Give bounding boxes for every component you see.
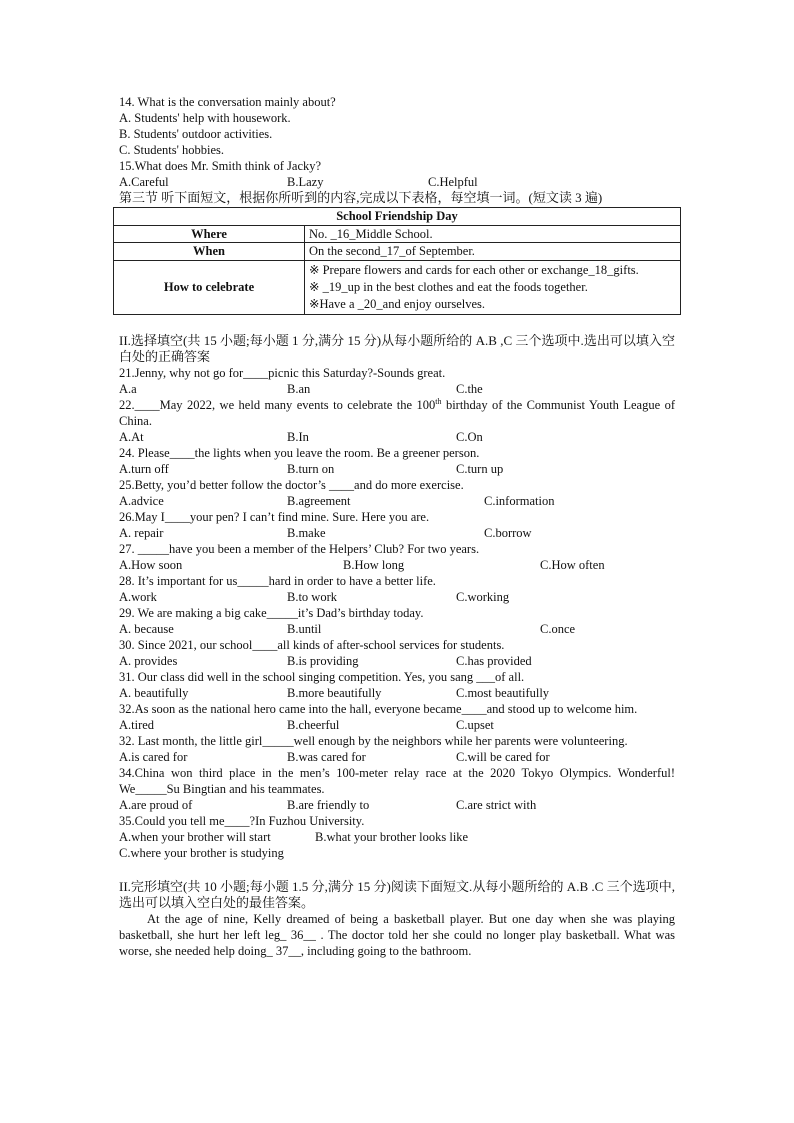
question-30: 30. Since 2021, our school____all kinds of after-school services for students. (119, 637, 505, 652)
q22-option-c: C.On (456, 429, 483, 444)
question-35: 35.Could you tell me____?In Fuzhou University. (119, 813, 365, 828)
q26-options (119, 525, 675, 541)
q15-option-c: C.Helpful (428, 175, 478, 189)
q15-option-b: B.Lazy (287, 175, 324, 189)
q31-options (119, 685, 675, 701)
q25-option-c: C.information (484, 493, 555, 508)
question-14: 14. What is the conversation mainly about? (119, 95, 336, 109)
q31-option-a: A. beautifully (119, 685, 189, 700)
q31-option-c: C.most beautifully (456, 685, 550, 700)
q34-option-b: B.are friendly to (287, 797, 370, 812)
question-31: 31. Our class did well in the school singing competition. Yes, you sang ___of all. (119, 669, 525, 684)
q32a-option-b: B.cheerful (287, 717, 340, 732)
cloze-section-heading: II.完形填空(共 10 小题;每小题 1.5 分,满分 15 分)阅读下面短文.从每小题所给的 A.B .C 三个选项中,选出可以填入空白处的最佳答案。 (119, 878, 675, 910)
q27-option-a: A.How soon (119, 557, 183, 572)
grammar-section-heading: II.选择填空(共 15 小题;每小题 1 分,满分 15 分)从每小题所给的 A.B ,C 三个选项中.选出可以填入空白处的正确答案 (119, 332, 675, 364)
where-label: Where (114, 225, 305, 243)
q24-options (119, 461, 675, 477)
how-line-2: ※ _19_up in the best clothes and eat the foods together. (309, 279, 588, 294)
q24-option-a: A.turn off (119, 461, 169, 476)
q32a-options (119, 717, 675, 733)
q30-option-a: A. provides (119, 653, 178, 668)
q28-option-b: B.to work (287, 589, 337, 604)
q27-option-b: B.How long (343, 557, 405, 572)
q26-option-c: C.borrow (484, 525, 532, 540)
question-22: 22.____May 2022, we held many events to celebrate the 100th birthday of the Communist Youth League of China. (119, 396, 675, 428)
exam-page (119, 94, 675, 959)
when-label: When (114, 243, 305, 261)
q32b-option-b: B.was cared for (287, 749, 366, 764)
q21-option-a: A.a (119, 381, 137, 396)
q32a-option-a: A.tired (119, 717, 155, 732)
q26-option-a: A. repair (119, 525, 164, 540)
question-27: 27. _____have you been a member of the Helpers’ Club? For two years. (119, 541, 480, 556)
how-line-1: ※ Prepare flowers and cards for each other or exchange_18_gifts. (309, 262, 639, 277)
q28-options (119, 589, 675, 605)
question-29: 29. We are making a big cake_____it’s Dad’s birthday today. (119, 605, 424, 620)
q22-options (119, 429, 675, 445)
q35-option-c: C.where your brother is studying (119, 845, 284, 860)
when-value: On the second_17_of September. (305, 243, 681, 261)
q34-option-c: C.are strict with (456, 797, 537, 812)
question-32a: 32.As soon as the national hero came into the hall, everyone became____and stood up to welcome him. (119, 701, 638, 716)
section-3-instructions: 第三节 听下面短文，根据你所听到的内容,完成以下表格，每空填一词。(短文读 3 遍) (119, 190, 603, 205)
question-32b: 32. Last month, the little girl_____well enough by the neighbors while her parents were volunteering. (119, 733, 628, 748)
question-25: 25.Betty, you’d better follow the doctor’s ____and do more exercise. (119, 477, 464, 492)
q21-option-c: C.the (456, 381, 483, 396)
q29-option-c: C.once (540, 621, 576, 636)
q35-options-ab (119, 829, 675, 845)
q28-option-c: C.working (456, 589, 510, 604)
q32b-option-c: C.will be cared for (456, 749, 550, 764)
q32b-option-a: A.is cared for (119, 749, 188, 764)
q29-option-a: A. because (119, 621, 174, 636)
table-title: School Friendship Day (114, 208, 681, 226)
q21-options (119, 381, 675, 397)
question-26: 26.May I____your pen? I can’t find mine. Sure. Here you are. (119, 509, 430, 524)
q15-options (119, 174, 675, 190)
q35-option-a: A.when your brother will start (119, 829, 271, 844)
how-label: How to celebrate (114, 260, 305, 314)
question-28: 28. It’s important for us_____hard in order to have a better life. (119, 573, 436, 588)
q22-option-b: B.In (287, 429, 309, 444)
q25-options (119, 493, 675, 509)
q30-options (119, 653, 675, 669)
q27-option-c: C.How often (540, 557, 605, 572)
question-24: 24. Please____the lights when you leave the room. Be a greener person. (119, 445, 480, 460)
question-15: 15.What does Mr. Smith think of Jacky? (119, 159, 322, 173)
q26-option-b: B.make (287, 525, 326, 540)
q29-option-b: B.until (287, 621, 322, 636)
q14-option-c: C. Students' hobbies. (119, 143, 225, 157)
q25-option-a: A.advice (119, 493, 164, 508)
question-21: 21.Jenny, why not go for____picnic this Saturday?-Sounds great. (119, 365, 446, 380)
q24-option-c: C.turn up (456, 461, 504, 476)
q28-option-a: A.work (119, 589, 157, 604)
q35-option-b: B.what your brother looks like (315, 829, 469, 844)
where-value: No. _16_Middle School. (305, 225, 681, 243)
q32a-option-c: C.upset (456, 717, 494, 732)
q14-option-a: A. Students' help with housework. (119, 111, 291, 125)
q22-option-a: A.At (119, 429, 144, 444)
q24-option-b: B.turn on (287, 461, 335, 476)
question-34: 34.China won third place in the men’s 100-meter relay race at the 2020 Tokyo Olympics. Wonderful! We_____Su Bingtian and his teammates. (119, 765, 675, 796)
q30-option-b: B.is providing (287, 653, 359, 668)
q30-option-c: C.has provided (456, 653, 532, 668)
cloze-passage: At the age of nine, Kelly dreamed of being a basketball player. But one day when she was playing basketball, she hurt her left leg_ 36__ . The doctor told her she could no longer play basketball. What was worse, she needed help doing_ 37__, including going to the bathroom. (119, 911, 675, 958)
q15-option-a: A.Careful (119, 175, 169, 189)
q21-option-b: B.an (287, 381, 311, 396)
friendship-day-table (113, 207, 681, 315)
q14-option-b: B. Students' outdoor activities. (119, 127, 273, 141)
q34-option-a: A.are proud of (119, 797, 193, 812)
q25-option-b: B.agreement (287, 493, 351, 508)
how-line-3: ※Have a _20_and enjoy ourselves. (309, 296, 486, 311)
q31-option-b: B.more beautifully (287, 685, 382, 700)
q27-options (119, 557, 675, 573)
q34-options (119, 797, 675, 813)
q32b-options (119, 749, 675, 765)
q29-options (119, 621, 675, 637)
